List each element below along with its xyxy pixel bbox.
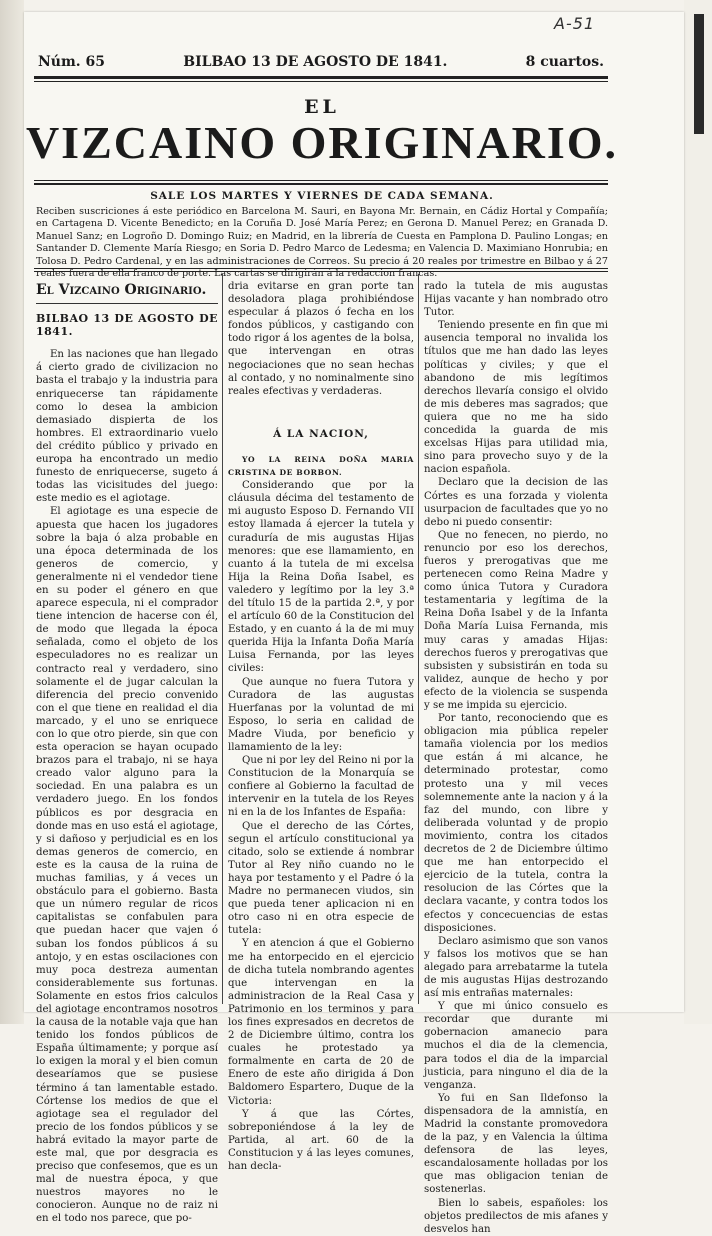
paragraph: dria evitarse en gran porte tan desoladora plaga prohibiéndose especular á plazos ó fecha en los fondos públicos, y castigando con todo rigor á los agentes de la bolsa, que intervengan en otras negociaciones que no sean hechas al contado, y no nominalmente sino reales efectivas y verdaderas. (228, 281, 414, 397)
handwritten-catalog-note: A-51 (554, 14, 596, 33)
paragraph: En las naciones que han llegado á cierto grado de civilizacion no basta el trabajo y la industria para enriquecerse tan rápidamente como lo desea la ambicion demasiado dispierta de los hombres. El extraordinario vuelo del crédito público y privado en europa ha encontrado un medio funesto de enriquecerse, sugeto á todas las vicisitudes del juego: este medio es el agiotage. (36, 349, 218, 505)
editorial-rule (36, 303, 218, 304)
paragraph: rado la tutela de mis augustas Hijas vacante y han nombrado otro Tutor. (424, 281, 608, 319)
newspaper-title: VIZCAINO ORIGINARIO. (25, 117, 619, 168)
paragraph: Y á que las Córtes, sobreponiéndose á la ley de Partida, al art. 60 de la Constitucion y á las leyes comunes, han decla- (228, 1108, 414, 1172)
column-divider-2 (418, 274, 419, 1004)
header-bottom-rule (34, 268, 608, 269)
issue-dateline: BILBAO 13 DE AGOSTO DE 1841. (183, 54, 448, 70)
book-spine-shadow (0, 0, 24, 1024)
paragraph: Por tanto, reconociendo que es obligacion mia pública repeler tamaña violencia por los medios que están á mi alcance, he determinado protestar, como protesto una y mil veces solemnemente ante la nacion y á la faz del mundo, con libre y deliberada voluntad y de propio movimiento, contra los citados decretos de 2 de Diciembre último que me han entorpecido el ejercicio de la tutela, contra la resolucion de las Córtes que la declara vacante, y contra todos los efectos y concecuencias de estas disposiciones. (424, 713, 608, 934)
issue-number: Núm. 65 (38, 54, 106, 70)
paragraph: El agiotage es una especie de apuesta que hacen los jugadores sobre la baja ó alza probable en una época determinada de los generos de comercio, y generalmente ni el vendedor tiene en su poder el género en que aparece especula, ni el comprador tiene intencion de hacerse con él, de modo que llegada la época señalada, como el objeto de los especuladores no es realizar un contracto real y verdadero, sino solamente el de jugar calculan la diferencia del precio convenido con el que tiene en realidad el dia marcado, y el uno se enriquece con lo que otro pierde, sin que con esta operacion se hayan ocupado brazos para el trabajo, ni se haya creado valor alguno para la sociedad. En una palabra es un verdadero juego. En los fondos públicos es por desgracia en donde mas en uso está el agiotage, y si dañoso y perjudicial es en los demas generos de comercio, en este es la causa de la ruina de muchas familias, y á veces un obstáculo para el gobierno. Basta que un número regular de ricos capitalistas se confabulen para que puedan hacer que vajen ó suban los fondos públicos á su antojo, y en estas oscilaciones con muy poca destreza aumentan considerablemente sus fortunas. Solamente en estos frios calculos del agiotage encontramos nosotros la causa de la notable vaja que han tenido los fondos públicos de España últimamente; y porque así lo exigen la moral y el bien comun desearíamos que se pusiese término á tan lamentable estado. Córtense los medios de que el agiotage sea el regulador del precio de los fondos públicos y se habrá evitado la mayor parte de este mal, que por desgracia es preciso que confesemos, que es un mal de nuestra época, y que nuestros mayores no le conocieron. Aunque no de raiz ni en el todo nos parece, que po- (36, 506, 218, 1225)
column-3 (424, 280, 608, 1236)
paragraph: Y en atencion á que el Gobierno me ha entorpecido en el ejercicio de dicha tutela nombrando agentes que intervengan en la administracion de la Real Casa y Patrimonio en los terminos y para los fines expresados en decretos de 2 de Diciembre último, contra los cuales he protestado ya formalmente en carta de 20 de Enero de este año dirigida á Don Baldomero Espartero, Duque de la Victoria: (228, 938, 414, 1107)
column-divider-1 (222, 274, 223, 1004)
publication-schedule: SALE LOS MARTES Y VIERNES DE CADA SEMANA. (150, 190, 494, 202)
page-edge (684, 0, 712, 1024)
paragraph: Yo fui en San Ildefonso la dispensadora de la amnistía, en Madrid la constante promovedora de la paz, y en Valencia la última defensora de las leyes, escandalosamente holladas por los que mas obligacion tenian de sostenerlas. (424, 1092, 608, 1196)
paragraph: Teniendo presente en fin que mi ausencia temporal no invalida los títulos que me han dado las leyes políticas y civiles; y que el abandono de mis legítimos derechos llevaría consigo el olvido de mis deberes mas sagrados; que quiera que no me ha sido concedida la guarda de mis excelsas Hijas para utilidad mia, sino para provecho suyo y de la nacion española. (424, 320, 608, 476)
masthead-info-row (38, 54, 604, 70)
proclamation-heading: Á LA NACION, (273, 427, 369, 440)
paragraph: Y que mi único consuelo es recordar que durante mi gobernacion amanecio para muchos el dia de la clemencia, para todos el dia de la imparcial justicia, para ninguno el dia de la venganza. (424, 1001, 608, 1091)
masthead-rule-thick (34, 76, 608, 79)
header-bottom-rule-2 (34, 271, 608, 272)
paragraph: Que no fenecen, no pierdo, no renuncio por eso los derechos, fueros y prerogativas que me pertenecen como Reina Madre y como única Tutora y Curadora testamentaria y legítima de la Reina Doña Isabel y de la Infanta Doña María Luisa Fernanda, mis muy caras y amadas Hijas: derechos fueros y prerogativas que subsisten y subsistirán en toda su validez, aunque de hecho y por efecto de la violencia se suspenda y se me impida su ejercicio. (424, 529, 608, 711)
column-2 (228, 280, 414, 1173)
editorial-date: BILBAO 13 DE AGOSTO DE 1841. (36, 312, 218, 339)
column-1 (36, 280, 218, 1226)
newspaper-page (24, 12, 684, 1235)
subscription-notice: Reciben suscriciones á este periódico en Barcelona M. Sauri, en Bayona Mr. Bernain, en Cádiz Hortal y Compañía; en Cartagena D. Vicente Benedicto; en la Coruña D. José María Perez; en Gerona D. Manuel Perez; en Granada D. Manuel Sanz; en Logroño D. Domingo Ruiz; en Madrid, en la librería de Cuesta en Pamplona D. Paulino Longas; en Santander D. Clemente María Riesgo; en Soria D. Pedro Marco de Ledesma; en Valencia D. Maximiano Honrubia; en Tolosa D. Pedro Cardenal, y en las administraciones de Correos. Su precio á 20 reales por trimestre en Bilbao y á 27 reales fuera de ella franco de porte. Las cartas se dirigirán á la redaccion francas. (36, 206, 608, 280)
paragraph: Que aunque no fuera Tutora y Curadora de las augustas Huerfanas por la voluntad de mi Esposo, lo seria en calidad de Madre Viuda, por beneficio y llamamiento de la ley: (228, 676, 414, 753)
paragraph: Declaro que la decision de las Córtes es una forzada y violenta usurpacion de facultades que yo no debo ni puedo consentir: (424, 477, 608, 528)
title-rule-thin (34, 180, 608, 181)
binding-tab (694, 14, 704, 134)
paragraph: Que ni por ley del Reino ni por la Constitucion de la Monarquía se confiere al Gobierno la facultad de intervenir en la tutela de los Reyes ni en la de los Infantes de España: (228, 755, 414, 819)
title-rule-thick (34, 183, 608, 185)
paragraph: Que el derecho de las Córtes, segun el artículo constitucional ya citado, solo se extiende á nombrar Tutor al Rey niño cuando no le haya por testamento y el Padre ó la Madre no permanecen viudos, sin que pueda tener aplicacion ni en otro caso ni en otra especie de tutela: (228, 820, 414, 937)
proclamation-author: YO LA REINA DOÑA MARIA CRISTINA DE BORBON. (228, 454, 414, 478)
issue-price: 8 cuartos. (525, 54, 604, 70)
editorial-title: El Vizcaino Originario. (36, 282, 207, 298)
masthead-rule-thin (34, 81, 608, 82)
paragraph: Declaro asimismo que son vanos y falsos los motivos que se han alegado para arrebatarme la tutela de mis augustas Hijas destrozando así mis entrañas maternales: (424, 935, 608, 1000)
title-article: EL (304, 96, 340, 118)
paragraph: Considerando que por la cláusula décima del testamento de mi augusto Esposo D. Fernando VII estoy llamada á ejercer la tutela y curaduría de mis augustas Hijas menores: que ese llamamiento, en cuanto á la tutela de mi excelsa Hija la Reina Doña Isabel, es valedero y legítimo por la ley 3.ª del título 15 de la partida 2.ª, y por el artículo 60 de la Constitucion del Estado, y en cuanto á la de mi muy querida Hija la Infanta Doña María Luisa Fernanda, por las leyes civiles: (228, 480, 414, 675)
paragraph: Bien lo sabeis, españoles: los objetos predilectos de mis afanes y desvelos han (424, 1197, 608, 1235)
